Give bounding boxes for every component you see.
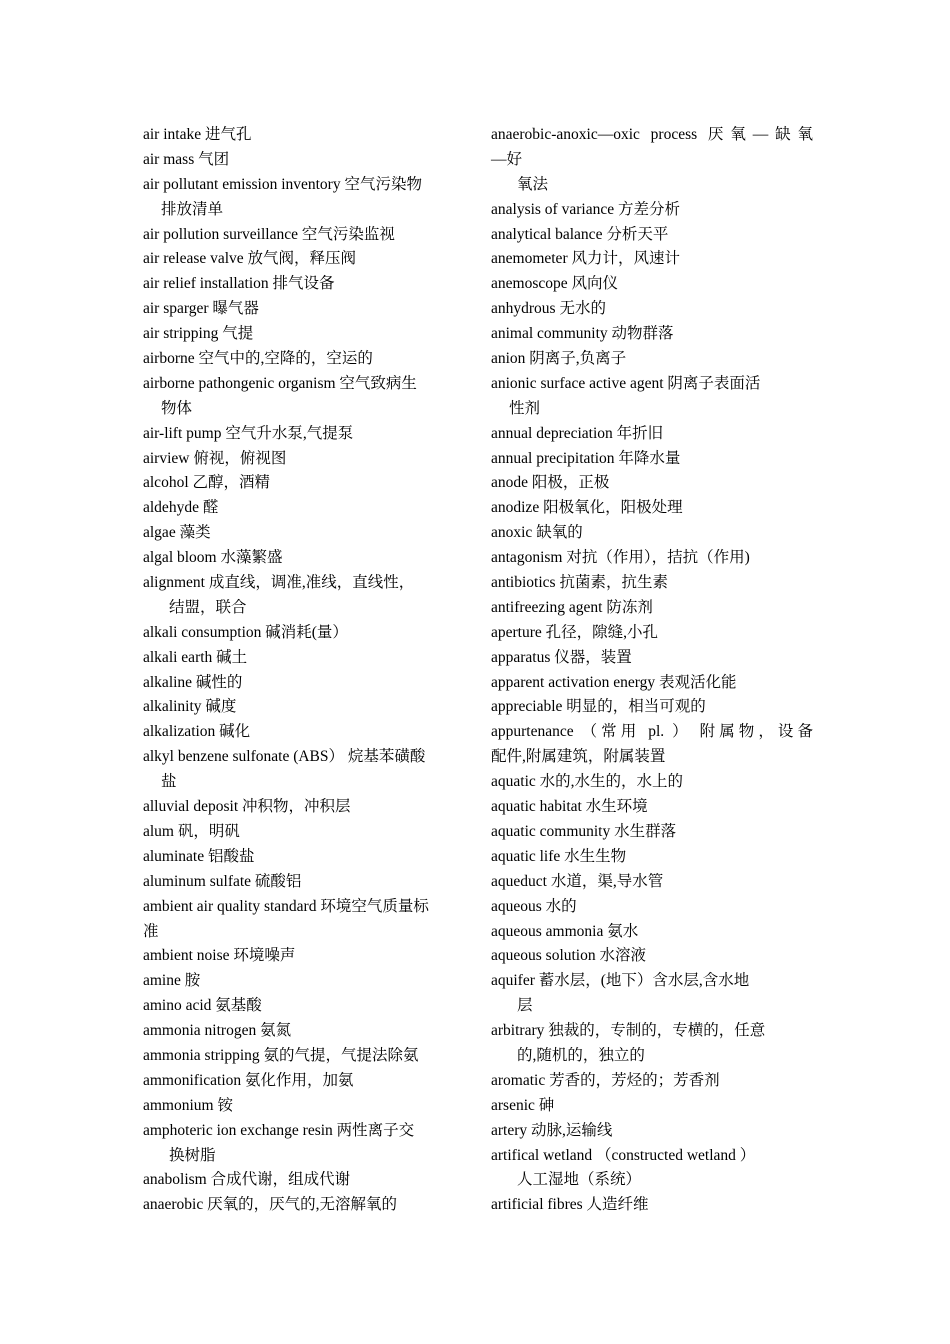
glossary-entry: air relief installation 排气设备 (143, 275, 335, 293)
glossary-entry-continuation: 结盟，联合 (169, 598, 247, 616)
glossary-entry: alkali consumption 碱消耗(量） (143, 623, 348, 641)
glossary-entry: aqueous 水的 (491, 897, 577, 915)
glossary-entry: artifical wetland （constructed wetland ） (491, 1146, 756, 1164)
glossary-entry: anemoscope 风向仪 (491, 275, 618, 293)
glossary-entry: anodize 阳极氧化，阳极处理 (491, 499, 683, 517)
glossary-entry: airview 俯视，俯视图 (143, 449, 287, 467)
glossary-entry: aqueous ammonia 氨水 (491, 922, 639, 940)
glossary-entry: anode 阳极，正极 (491, 474, 610, 492)
glossary-entry: anhydrous 无水的 (491, 300, 606, 318)
glossary-entry: alkaline 碱性的 (143, 673, 243, 691)
glossary-entry: algae 藻类 (143, 524, 211, 542)
glossary-entry: annual precipitation 年降水量 (491, 449, 681, 467)
glossary-entry-continuation: 层 (517, 997, 533, 1015)
glossary-entry: anaerobic 厌氧的，厌气的,无溶解氧的 (143, 1196, 397, 1214)
glossary-entry: air mass 气团 (143, 150, 230, 168)
glossary-entry: alluvial deposit 冲积物，冲积层 (143, 798, 351, 816)
glossary-entry: aromatic 芳香的，芳烃的；芳香剂 (491, 1071, 720, 1089)
glossary-entry: 准 (143, 922, 159, 940)
glossary-entry: 配件,附属建筑，附属装置 (491, 748, 666, 766)
glossary-entry: animal community 动物群落 (491, 325, 674, 343)
glossary-entry: algal bloom 水藻繁盛 (143, 549, 283, 567)
glossary-entry: alum 矾，明矾 (143, 822, 240, 840)
glossary-entry: amphoteric ion exchange resin 两性离子交 (143, 1121, 415, 1139)
glossary-entry-continuation: 换树脂 (169, 1146, 216, 1164)
glossary-entry: amino acid 氨基酸 (143, 997, 262, 1015)
glossary-entry: analysis of variance 方差分析 (491, 200, 680, 218)
glossary-entry: air pollution surveillance 空气污染监视 (143, 225, 395, 243)
glossary-entry: arbitrary 独裁的，专制的，专横的，任意 (491, 1022, 766, 1040)
glossary-entry: anaerobic-anoxic—oxic process 厌氧—缺氧 (491, 126, 813, 143)
glossary-entry: antibiotics 抗菌素，抗生素 (491, 574, 668, 592)
glossary-entry: air release valve 放气阀，释压阀 (143, 250, 357, 268)
glossary-entry: ambient noise 环境噪声 (143, 947, 296, 965)
glossary-entry: airborne 空气中的,空降的，空运的 (143, 350, 373, 368)
glossary-entry: alkalinity 碱度 (143, 698, 237, 716)
glossary-entry: aquatic 水的,水生的，水上的 (491, 773, 684, 791)
glossary-entry: aquifer 蓄水层，(地下）含水层,含水地 (491, 972, 750, 990)
glossary-entry: amine 胺 (143, 972, 201, 990)
glossary-entry: ammonia stripping 氨的气提，气提法除氨 (143, 1046, 419, 1064)
glossary-column-right (491, 123, 813, 1218)
glossary-entry: appreciable 明显的，相当可观的 (491, 698, 706, 716)
glossary-entry: alkyl benzene sulfonate (ABS） 烷基苯磺酸 (143, 748, 426, 766)
glossary-entry-continuation: 性剂 (509, 399, 541, 417)
glossary-entry: artificial fibres 人造纤维 (491, 1196, 649, 1214)
glossary-entry: alkalization 碱化 (143, 723, 251, 741)
glossary-entry: alignment 成直线，调准,准线，直线性， (143, 574, 415, 592)
glossary-entry-continuation: 氧法 (517, 175, 549, 193)
glossary-entry: alcohol 乙醇，酒精 (143, 474, 270, 492)
glossary-entry: ammonification 氨化作用，加氨 (143, 1071, 354, 1089)
glossary-entry-continuation: 的,随机的，独立的 (517, 1046, 645, 1064)
glossary-entry: aluminate 铝酸盐 (143, 847, 255, 865)
glossary-entry-continuation: 人工湿地（系统） (517, 1171, 642, 1189)
glossary-entry: anoxic 缺氧的 (491, 524, 583, 542)
glossary-entry: aqueous solution 水溶液 (491, 947, 646, 965)
glossary-entry-continuation: 盐 (161, 773, 177, 791)
glossary-entry: aquatic life 水生生物 (491, 847, 627, 865)
glossary-entry: ammonium 铵 (143, 1096, 233, 1114)
glossary-entry: aquatic habitat 水生环境 (491, 798, 648, 816)
glossary-entry: aqueduct 水道，渠,导水管 (491, 872, 664, 890)
glossary-entry: appurtenance （常用 pl. ） 附属物，设备 (491, 723, 813, 741)
glossary-entry: air intake 进气孔 (143, 126, 252, 143)
glossary-entry: ammonia nitrogen 氨氮 (143, 1022, 292, 1040)
glossary-entry: apparent activation energy 表观活化能 (491, 673, 737, 691)
glossary-entry: anionic surface active agent 阴离子表面活 (491, 374, 761, 392)
glossary-entry: anion 阴离子,负离子 (491, 350, 627, 368)
glossary-entry: analytical balance 分析天平 (491, 225, 669, 243)
glossary-entry: ambient air quality standard 环境空气质量标 (143, 897, 429, 915)
glossary-entry: —好 (491, 150, 523, 168)
glossary-entry: air stripping 气提 (143, 325, 254, 343)
glossary-entry: artery 动脉,运输线 (491, 1121, 613, 1139)
glossary-entry-continuation: 排放清单 (161, 200, 224, 218)
glossary-entry: alkali earth 碱土 (143, 648, 248, 666)
glossary-entry: antifreezing agent 防冻剂 (491, 598, 653, 616)
glossary-entry-continuation: 物体 (161, 399, 193, 417)
glossary-entry: annual depreciation 年折旧 (491, 424, 664, 442)
glossary-entry: aquatic community 水生群落 (491, 822, 677, 840)
glossary-entry: antagonism 对抗（作用），拮抗（作用) (491, 549, 750, 567)
glossary-entry: apparatus 仪器，装置 (491, 648, 632, 666)
glossary-entry: airborne pathongenic organism 空气致病生 (143, 374, 417, 392)
glossary-entry: air sparger 曝气器 (143, 300, 259, 318)
glossary-entry: arsenic 砷 (491, 1096, 555, 1114)
glossary-entry: air pollutant emission inventory 空气污染物 (143, 175, 422, 193)
glossary-entry: anabolism 合成代谢，组成代谢 (143, 1171, 351, 1189)
glossary-column-left (143, 123, 465, 1218)
glossary-entry: aldehyde 醛 (143, 499, 219, 517)
glossary-entry: aluminum sulfate 硫酸铝 (143, 872, 302, 890)
glossary-entry: aperture 孔径，隙缝,小孔 (491, 623, 659, 641)
glossary-entry: air-lift pump 空气升水泵,气提泵 (143, 424, 354, 442)
glossary-entry: anemometer 风力计，风速计 (491, 250, 680, 268)
